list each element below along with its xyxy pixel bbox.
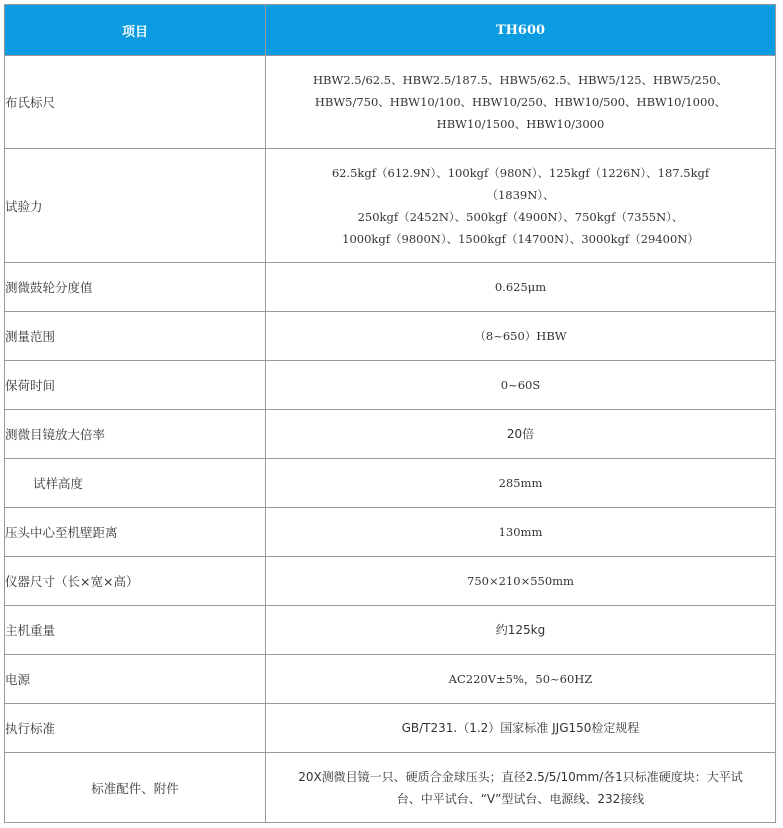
- table-row: [5, 753, 776, 823]
- table-row: [5, 361, 776, 410]
- table-row: [5, 312, 776, 361]
- header-item-cell: 项目: [5, 5, 266, 56]
- header-model-cell: TH600: [266, 5, 776, 56]
- row-value: [266, 149, 776, 263]
- row-label: 测微目镜放大倍率: [5, 410, 266, 459]
- table-row: [5, 704, 776, 753]
- row-label: 压头中心至机壁距离: [5, 508, 266, 557]
- row-label: 执行标准: [5, 704, 266, 753]
- row-label: 电源: [5, 655, 266, 704]
- row-value: （8~650）HBW: [266, 312, 776, 361]
- row-label: 测微鼓轮分度值: [5, 263, 266, 312]
- row-value: 750×210×550mm: [266, 557, 776, 606]
- row-value: [266, 753, 776, 823]
- row-label: 仪器尺寸（长×宽×高）: [5, 557, 266, 606]
- row-label: 试验力: [5, 149, 266, 263]
- value-line: HBW10/1500、HBW10/3000: [436, 117, 605, 131]
- row-value: 20倍: [266, 410, 776, 459]
- table-row: [5, 56, 776, 149]
- row-value: AC220V±5%，50~60HZ: [266, 655, 776, 704]
- value-line: 20X测微目镜一只、硬质合金球压头；直径2.5/5/10mm/各1只标准硬度块：大平试: [298, 769, 743, 784]
- row-label: 保荷时间: [5, 361, 266, 410]
- table-row: [5, 557, 776, 606]
- row-value: 约125kg: [266, 606, 776, 655]
- value-line: HBW5/750、HBW10/100、HBW10/250、HBW10/500、HBW10/1000、: [314, 95, 727, 109]
- value-line: 62.5kgf（612.9N）、100kgf（980N）、125kgf（1226N）、187.5kgf: [331, 165, 710, 180]
- row-label: 主机重量: [5, 606, 266, 655]
- value-line: 1000kgf（9800N）、1500kgf（14700N）、3000kgf（29400N）: [342, 231, 699, 246]
- row-label: 测量范围: [5, 312, 266, 361]
- row-value: 0~60S: [266, 361, 776, 410]
- spec-table: [4, 4, 776, 823]
- row-label: 试样高度: [5, 459, 266, 508]
- row-value: [266, 56, 776, 149]
- table-row: [5, 459, 776, 508]
- row-label: 布氏标尺: [5, 56, 266, 149]
- value-line: 台、中平试台、“V”型试台、电源线、232接线: [396, 791, 645, 806]
- row-value: 130mm: [266, 508, 776, 557]
- table-row: [5, 149, 776, 263]
- table-row: [5, 263, 776, 312]
- header-row: [5, 5, 776, 56]
- table-row: [5, 508, 776, 557]
- table-row: [5, 655, 776, 704]
- value-line: HBW2.5/62.5、HBW2.5/187.5、HBW5/62.5、HBW5/125、HBW5/250、: [313, 73, 728, 87]
- table-row: [5, 410, 776, 459]
- value-line: （1839N）、: [486, 187, 555, 202]
- row-label: 标准配件、附件: [5, 753, 266, 823]
- row-value: 0.625μm: [266, 263, 776, 312]
- row-value: GB/T231.（1.2）国家标准 JJG150检定规程: [266, 704, 776, 753]
- value-line: 250kgf（2452N）、500kgf（4900N）、750kgf（7355N）、: [357, 209, 684, 224]
- row-value: 285mm: [266, 459, 776, 508]
- table-row: [5, 606, 776, 655]
